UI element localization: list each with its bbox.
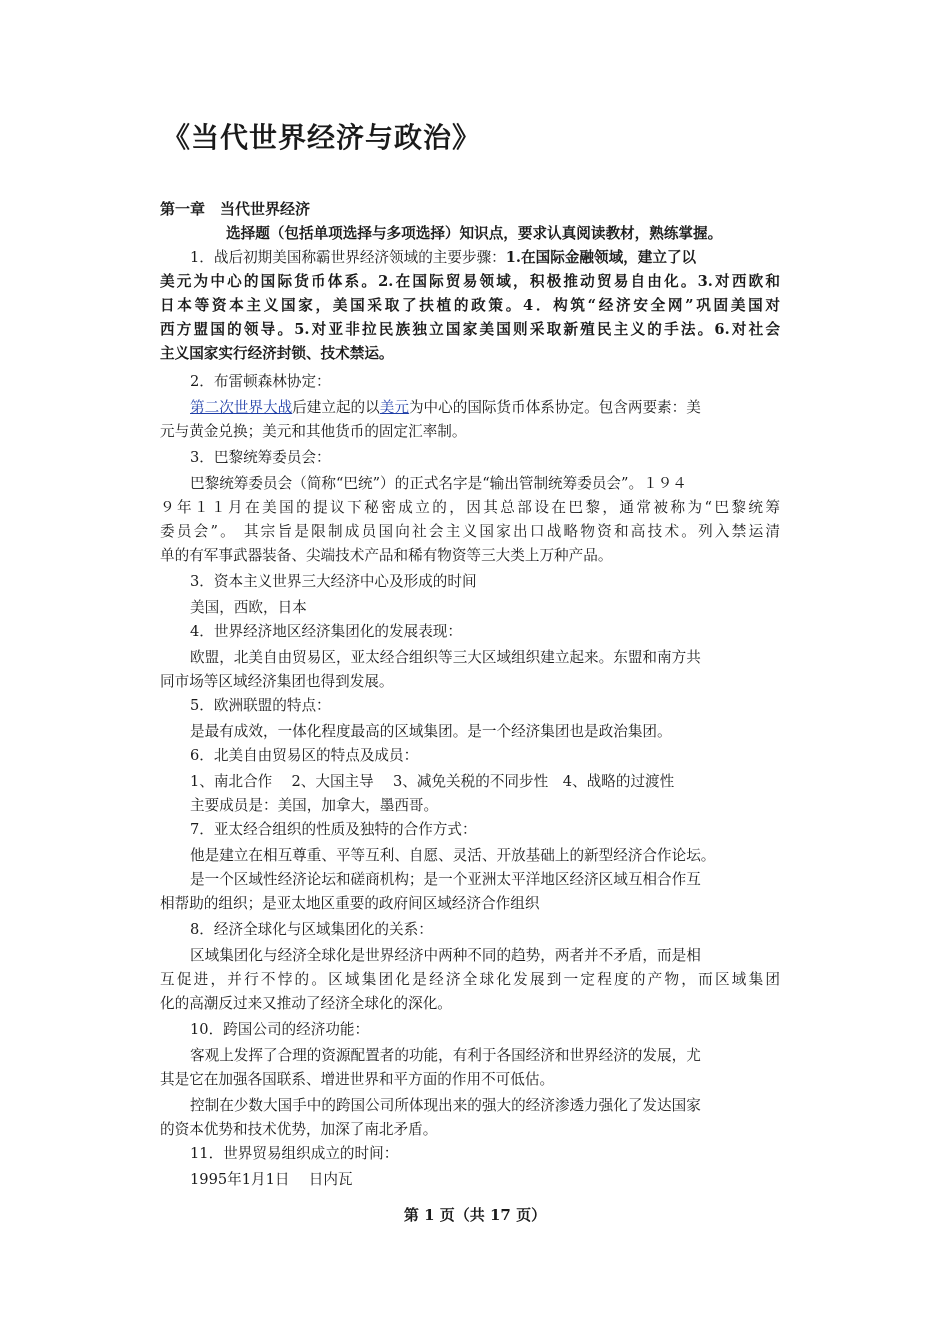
q7-head: 7．亚太经合组织的性质及独特的合作方式： — [190, 821, 477, 838]
q2-head: 2．布雷顿森林协定： — [190, 373, 331, 390]
document-title: 《当代世界经济与政治》 — [162, 121, 482, 154]
q10-line: 其是它在加强各国联系、增进世界和平方面的作用不可低估。 — [160, 1071, 555, 1088]
q1-line: 主义国家实行经济封锁、技术禁运。 — [160, 345, 394, 362]
q3-line: 巴黎统筹委员会（简称“巴统”）的正式名字是“输出管制统筹委员会”。１９４ — [190, 475, 687, 492]
q8-line: 化的高潮反过来又推动了经济全球化的深化。 — [160, 995, 452, 1012]
q5-line: 是最有成效，一体化程度最高的区域集团。是一个经济集团也是政治集团。 — [190, 723, 672, 740]
q3b-head: 3．资本主义世界三大经济中心及形成的时间 — [190, 573, 477, 590]
q1-line: 美元为中心的国际货币体系。2.在国际贸易领域，积极推动贸易自由化。3.对西欧和 — [160, 273, 780, 290]
q8-head: 8．经济全球化与区域集团化的关系： — [190, 921, 433, 938]
q3-line: 委员会”。 其宗旨是限制成员国向社会主义国家出口战略物资和高技术。列入禁运清 — [160, 523, 780, 540]
q6-line: 主要成员是：美国，加拿大，墨西哥。 — [190, 797, 439, 814]
q6-head: 6．北美自由贸易区的特点及成员： — [190, 747, 419, 764]
q1-line: 西方盟国的领导。5.对亚非拉民族独立国家美国则采取新殖民主义的手法。6.对社会 — [160, 321, 780, 338]
q3-line: 单的有军事武器装备、尖端技术产品和稀有物资等三大类上万种产品。 — [160, 547, 613, 564]
intro-line: 选择题（包括单项选择与多项选择）知识点，要求认真阅读教材，熟练掌握。 — [226, 225, 723, 242]
q8-line: 区域集团化与经济全球化是世界经济中两种不同的趋势，两者并不矛盾，而是相 — [190, 947, 701, 964]
q7-line: 相帮助的组织；是亚太地区重要的政府间区域经济合作组织 — [160, 895, 540, 912]
q3b-line: 美国，西欧，日本 — [190, 599, 307, 616]
q11-head: 11．世界贸易组织成立的时间： — [190, 1145, 399, 1162]
q4-line: 同市场等区域经济集团也得到发展。 — [160, 673, 394, 690]
q1-head: 1．战后初期美国称霸世界经济领域的主要步骤： — [190, 249, 506, 266]
q2-text: 为中心的国际货币体系协定。包含两要素：美 — [408, 399, 701, 416]
q7-line: 他是建立在相互尊重、平等互利、自愿、灵活、开放基础上的新型经济合作论坛。 — [190, 847, 716, 864]
q1-line: 日本等资本主义国家，美国采取了扶植的政策。4．构筑“经济安全网”巩固美国对 — [160, 297, 780, 314]
q3-line: ９年１１月在美国的提议下秘密成立的，因其总部设在巴黎，通常被称为“巴黎统筹 — [160, 499, 780, 516]
q4-head: 4．世界经济地区经济集团化的发展表现： — [190, 623, 462, 640]
q2-line: 元与黄金兑换；美元和其他货币的固定汇率制。 — [160, 423, 467, 440]
q1-head-bold: 1.在国际金融领域，建立了以 — [505, 249, 697, 266]
wwii-link[interactable]: 第二次世界大战 — [190, 399, 293, 416]
q7-line: 是一个区域性经济论坛和磋商机构；是一个亚洲太平洋地区经济区域互相合作互 — [190, 871, 701, 888]
q1-head-line — [190, 246, 780, 270]
q2-text: 后建立起的以 — [292, 399, 380, 416]
q3-head: 3．巴黎统筹委员会： — [190, 449, 331, 466]
q10-head: 10．跨国公司的经济功能： — [190, 1021, 370, 1038]
usd-link[interactable]: 美元 — [379, 399, 409, 416]
chapter-heading: 第一章 当代世界经济 — [160, 200, 311, 218]
q5-head: 5．欧洲联盟的特点： — [190, 697, 331, 714]
q10-line: 的资本优势和技术优势，加深了南北矛盾。 — [160, 1121, 438, 1138]
q10-line: 控制在少数大国手中的跨国公司所体现出来的强大的经济渗透力强化了发达国家 — [190, 1097, 701, 1114]
q10-line: 客观上发挥了合理的资源配置者的功能，有利于各国经济和世界经济的发展，尤 — [190, 1047, 701, 1064]
page-footer: 第 1 页（共 17 页） — [403, 1206, 547, 1224]
q4-line: 欧盟，北美自由贸易区，亚太经合组织等三大区域组织建立起来。东盟和南方共 — [190, 649, 701, 666]
q8-line: 互促进，并行不悖的。区域集团化是经济全球化发展到一定程度的产物，而区域集团 — [160, 971, 780, 988]
q6-line: 1、南北合作 2、大国主导 3、减免关税的不同步性 4、战略的过渡性 — [190, 773, 675, 790]
q11-line: 1995年1月1日 日内瓦 — [190, 1171, 353, 1188]
q2-line — [190, 396, 780, 420]
